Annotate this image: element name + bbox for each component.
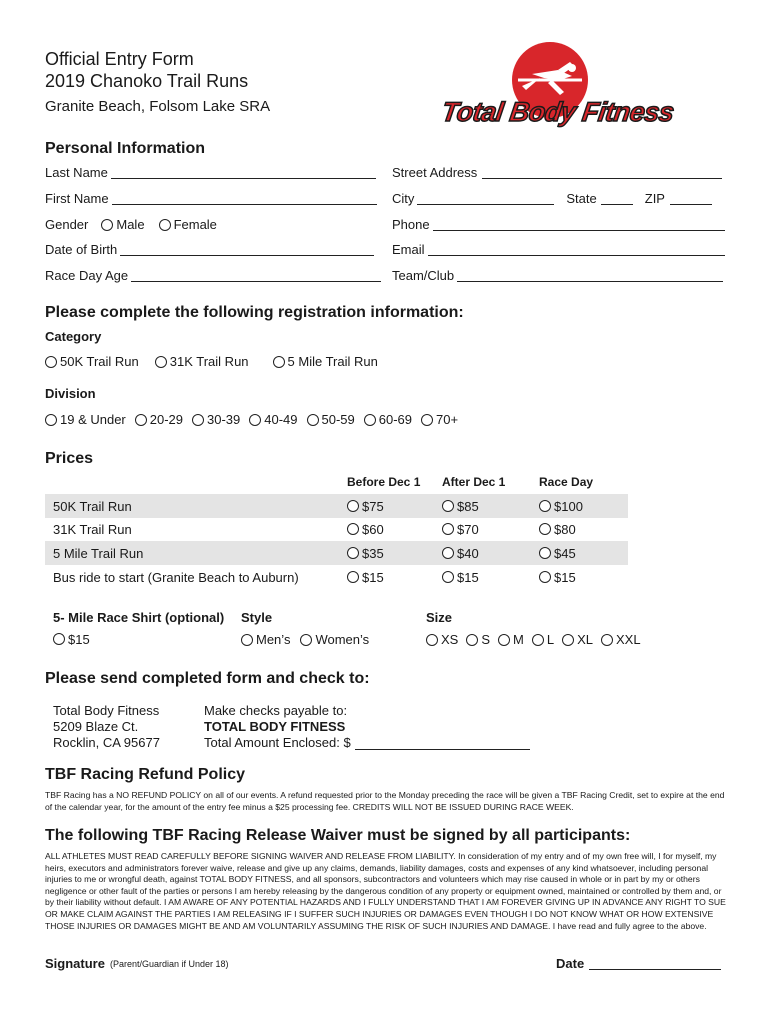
address-line: 5209 Blaze Ct. xyxy=(53,719,139,734)
radio-circle-icon[interactable] xyxy=(307,414,319,426)
size-option[interactable] xyxy=(466,632,490,647)
logo-text: Total Body Fitness xyxy=(439,97,676,127)
radio-circle-icon[interactable] xyxy=(159,219,171,231)
zip-input[interactable] xyxy=(670,192,712,205)
size-label-text: XL xyxy=(577,632,593,647)
division-option[interactable] xyxy=(45,412,126,427)
last-name-label: Last Name xyxy=(45,165,108,180)
email-field[interactable] xyxy=(392,242,725,257)
mail-heading: Please send completed form and check to: xyxy=(45,670,370,687)
race-age-label: Race Day Age xyxy=(45,268,129,283)
payable-block xyxy=(204,703,530,751)
radio-circle-icon[interactable] xyxy=(273,356,285,368)
price-value: $40 xyxy=(457,546,479,561)
size-option[interactable] xyxy=(426,632,458,647)
style-label: Women’s xyxy=(315,632,370,647)
division-label-text: 40-49 xyxy=(264,412,298,427)
radio-circle-icon[interactable] xyxy=(442,500,454,512)
size-option[interactable] xyxy=(601,632,641,647)
radio-circle-icon[interactable] xyxy=(155,356,167,368)
price-value: $15 xyxy=(554,570,576,585)
radio-circle-icon[interactable] xyxy=(601,634,613,646)
street-field[interactable] xyxy=(392,165,722,180)
prices-heading: Prices xyxy=(45,450,94,467)
price-row-name: 5 Mile Trail Run xyxy=(53,546,144,561)
price-option[interactable] xyxy=(347,499,384,514)
signature-label: Signature xyxy=(45,956,105,971)
division-option[interactable] xyxy=(421,412,458,427)
price-value: $75 xyxy=(362,499,384,514)
total-amount-field[interactable] xyxy=(204,735,530,751)
division-label-text: 60-69 xyxy=(378,412,413,427)
city-label: City xyxy=(392,191,415,206)
price-value: $85 xyxy=(457,499,479,514)
shirt-price: $15 xyxy=(68,632,90,647)
category-31k-option[interactable] xyxy=(155,354,249,369)
first-name-label: First Name xyxy=(45,191,109,206)
state-label: State xyxy=(566,191,597,206)
radio-circle-icon[interactable] xyxy=(347,547,359,559)
category-5mile-label: 5 Mile Trail Run xyxy=(287,354,378,369)
email-label: Email xyxy=(392,242,425,257)
gender-male-option[interactable] xyxy=(101,217,144,232)
date-input[interactable] xyxy=(589,957,721,970)
radio-circle-icon[interactable] xyxy=(364,414,376,426)
street-label: Street Address xyxy=(392,165,478,180)
category-label: Category xyxy=(45,329,102,344)
radio-circle-icon[interactable] xyxy=(249,414,261,426)
radio-circle-icon[interactable] xyxy=(442,571,454,583)
division-option[interactable] xyxy=(249,412,297,427)
category-50k-label: 50K Trail Run xyxy=(60,354,139,369)
payable-label: Make checks payable to: xyxy=(204,703,348,718)
division-label-text: 19 & Under xyxy=(60,412,126,427)
price-option[interactable] xyxy=(347,570,384,585)
price-value: $70 xyxy=(457,522,479,537)
waiver-heading: The following TBF Racing Release Waiver must be signed by all participants: xyxy=(45,827,631,844)
price-option[interactable] xyxy=(442,499,479,514)
date-label: Date xyxy=(556,956,585,971)
radio-circle-icon[interactable] xyxy=(421,414,433,426)
division-option[interactable] xyxy=(364,412,412,427)
shirt-size-label: Size xyxy=(426,610,453,625)
signature-field[interactable] xyxy=(45,956,229,971)
size-option[interactable] xyxy=(532,632,554,647)
phone-field[interactable] xyxy=(392,217,725,232)
signature-note: (Parent/Guardian if Under 18) xyxy=(109,958,229,969)
shirt-style-label: Style xyxy=(241,610,273,625)
shirt-label: 5- Mile Race Shirt (optional) xyxy=(53,610,225,625)
male-label: Male xyxy=(116,217,145,232)
dob-label: Date of Birth xyxy=(45,242,118,257)
price-option[interactable] xyxy=(539,570,576,585)
payable-to: TOTAL BODY FITNESS xyxy=(204,719,346,734)
event-title: 2019 Chanoko Trail Runs xyxy=(45,71,249,91)
price-value: $80 xyxy=(554,522,576,537)
waiver-text: ALL ATHLETES MUST READ CAREFULLY BEFORE SIGNING WAIVER AND RELEASE FROM LIABILITY. In consideration of my entry and of my own free will, I for myself, my heirs, executors and administrators forever waive, release and give up any claims, demands, liability damages, costs and expenses of any kind whatsoever, including personal injuries to me or wrongful death, against TOTAL BODY FITNESS, and all sponsors, subcontractors and volunteers which may rise caused in whole or in part by my or others negligence or other fault of the parties or persons I am hereby releasing by the dangerous condition of any property or equipment owned, maintained or controlled by them and, or by their liability without default. I AM AWARE OF ANY POTENTIAL HAZARDS AND I FULLY UNDERSTAND THAT I AM FOREVER GIVING UP IN ADVANCE ANY RIGHT TO SUE OR MAKE CLAIM AGAINST THE PARTIES I AM RELEASING IF I SUFFER SUCH INJURIES OR DAMAGES EVEN THOUGH I DO NOT KNOW WHAT OR HOW EXTENSIVE THOSE INJURIES OR DAMAGES MIGHT BE AND AM VOLUNTARILY ASSUMING THE RISK OF SUCH INJURIES AND DAMAGE. I have read and fully agree to the above. xyxy=(45,851,726,931)
last-name-input[interactable] xyxy=(111,166,376,179)
division-option[interactable] xyxy=(307,412,355,427)
radio-circle-icon[interactable] xyxy=(532,634,544,646)
radio-circle-icon[interactable] xyxy=(426,634,438,646)
radio-circle-icon[interactable] xyxy=(347,571,359,583)
form-title: Official Entry Form xyxy=(45,49,194,69)
radio-circle-icon[interactable] xyxy=(539,571,551,583)
price-row-name: 50K Trail Run xyxy=(53,499,132,514)
address-line: Rocklin, CA 95677 xyxy=(53,735,160,750)
price-value: $15 xyxy=(457,570,479,585)
dob-field[interactable] xyxy=(45,242,374,257)
radio-circle-icon[interactable] xyxy=(466,634,478,646)
size-option[interactable] xyxy=(498,632,524,647)
price-value: $15 xyxy=(362,570,384,585)
size-label-text: XS xyxy=(441,632,459,647)
price-value: $60 xyxy=(362,522,384,537)
price-option[interactable] xyxy=(442,546,479,561)
refund-heading: TBF Racing Refund Policy xyxy=(45,766,246,783)
email-input[interactable] xyxy=(428,243,725,256)
race-age-field[interactable] xyxy=(45,268,381,283)
radio-circle-icon[interactable] xyxy=(442,547,454,559)
last-name-field[interactable] xyxy=(45,165,376,180)
phone-label: Phone xyxy=(392,217,430,232)
price-option[interactable] xyxy=(539,546,576,561)
radio-circle-icon[interactable] xyxy=(539,500,551,512)
radio-circle-icon[interactable] xyxy=(53,633,65,645)
form-header xyxy=(45,49,270,115)
total-label: Total Amount Enclosed: $ xyxy=(204,735,351,750)
category-50k-option[interactable] xyxy=(45,354,139,369)
tbf-logo xyxy=(440,40,700,134)
price-col-raceday: Race Day xyxy=(539,475,594,489)
gender-female-option[interactable] xyxy=(159,217,217,232)
category-options xyxy=(45,354,392,369)
street-input[interactable] xyxy=(482,166,722,179)
radio-circle-icon[interactable] xyxy=(498,634,510,646)
refund-text: TBF Racing has a NO REFUND POLICY on all of our events. A refund requested prior to the Monday preceding the race will be given a TBF Racing Credit, set to expire at the end of the calendar year, for the amount of the entry fee minus a $25 processing fee. CREDITS WILL NOT BE ISSUED DURING RACE WEEK. xyxy=(45,790,725,812)
price-row-name: Bus ride to start (Granite Beach to Auburn) xyxy=(53,570,299,585)
division-options xyxy=(45,412,472,427)
price-row-name: 31K Trail Run xyxy=(53,522,132,537)
gender-label: Gender xyxy=(45,217,89,232)
size-label-text: M xyxy=(513,632,524,647)
team-field[interactable] xyxy=(392,268,723,283)
radio-circle-icon[interactable] xyxy=(539,523,551,535)
city-state-zip-field[interactable] xyxy=(392,191,712,206)
radio-circle-icon[interactable] xyxy=(135,414,147,426)
style-mens-option[interactable] xyxy=(241,632,290,647)
registration-heading: Please complete the following registration information: xyxy=(45,304,464,321)
radio-circle-icon[interactable] xyxy=(347,500,359,512)
mail-address xyxy=(53,703,160,751)
first-name-field[interactable] xyxy=(45,191,377,206)
price-col-after: After Dec 1 xyxy=(442,475,506,489)
city-input[interactable] xyxy=(417,192,554,205)
price-option[interactable] xyxy=(442,522,479,537)
category-31k-label: 31K Trail Run xyxy=(169,354,249,369)
division-label-text: 70+ xyxy=(436,412,459,427)
female-label: Female xyxy=(173,217,217,232)
radio-circle-icon[interactable] xyxy=(45,356,57,368)
style-womens-option[interactable] xyxy=(300,632,369,647)
team-input[interactable] xyxy=(457,269,723,282)
radio-circle-icon[interactable] xyxy=(241,634,253,646)
price-value: $45 xyxy=(554,546,576,561)
team-label: Team/Club xyxy=(392,268,455,283)
price-option[interactable] xyxy=(539,499,583,514)
dob-input[interactable] xyxy=(120,243,374,256)
category-5mile-option[interactable] xyxy=(273,354,378,369)
phone-input[interactable] xyxy=(433,218,725,231)
division-label-text: 20-29 xyxy=(149,412,184,427)
shirt-price-option[interactable] xyxy=(53,632,90,647)
radio-circle-icon[interactable] xyxy=(539,547,551,559)
first-name-input[interactable] xyxy=(112,192,377,205)
division-option[interactable] xyxy=(135,412,183,427)
price-option[interactable] xyxy=(539,522,576,537)
gender-field xyxy=(45,217,231,232)
radio-circle-icon[interactable] xyxy=(45,414,57,426)
size-option[interactable] xyxy=(562,632,593,647)
price-option[interactable] xyxy=(347,546,384,561)
radio-circle-icon[interactable] xyxy=(300,634,312,646)
personal-info-heading: Personal Information xyxy=(45,140,206,157)
event-location: Granite Beach, Folsom Lake SRA xyxy=(45,98,271,115)
division-label-text: 50-59 xyxy=(321,412,355,427)
date-field[interactable] xyxy=(556,956,721,971)
size-label-text: L xyxy=(546,632,555,647)
shirt-size-options xyxy=(426,632,655,647)
total-amount-input[interactable] xyxy=(355,737,530,750)
division-label: Division xyxy=(45,386,96,401)
style-label: Men’s xyxy=(256,632,291,647)
price-option[interactable] xyxy=(347,522,384,537)
radio-circle-icon[interactable] xyxy=(347,523,359,535)
price-value: $100 xyxy=(554,499,583,514)
radio-circle-icon[interactable] xyxy=(101,219,113,231)
state-input[interactable] xyxy=(601,192,633,205)
size-label-text: S xyxy=(481,632,491,647)
division-label-text: 30-39 xyxy=(207,412,241,427)
price-option[interactable] xyxy=(442,570,479,585)
radio-circle-icon[interactable] xyxy=(442,523,454,535)
address-line: Total Body Fitness xyxy=(53,703,160,718)
price-value: $35 xyxy=(362,546,384,561)
radio-circle-icon[interactable] xyxy=(562,634,574,646)
division-option[interactable] xyxy=(192,412,240,427)
radio-circle-icon[interactable] xyxy=(192,414,204,426)
zip-label: ZIP xyxy=(644,191,665,206)
shirt-style-options xyxy=(241,632,383,647)
race-age-input[interactable] xyxy=(131,269,381,282)
size-label-text: XXL xyxy=(616,632,641,647)
price-col-before: Before Dec 1 xyxy=(347,475,421,489)
